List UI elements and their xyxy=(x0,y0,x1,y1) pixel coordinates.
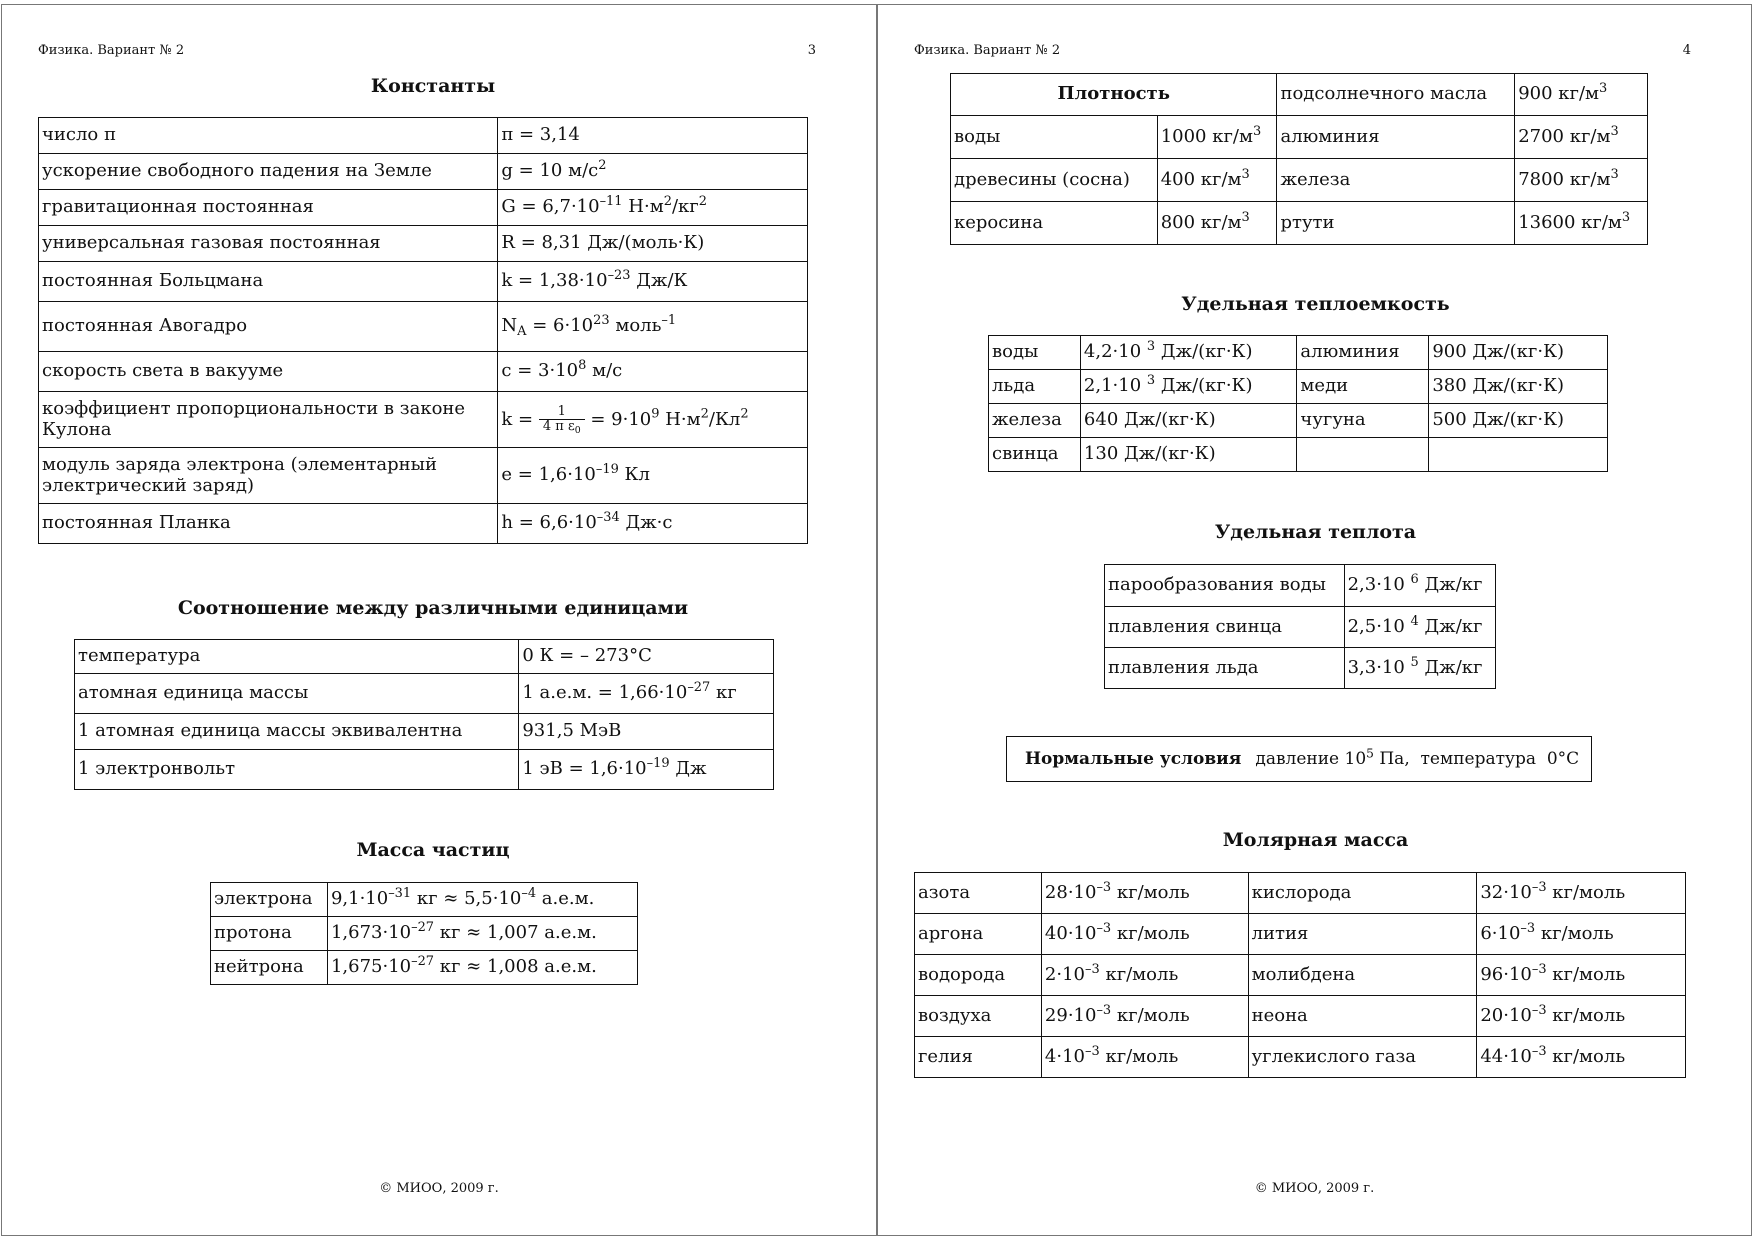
particles-title: Масса частиц xyxy=(356,839,510,861)
constants-title: Константы xyxy=(370,75,496,97)
row-label: нейтрона xyxy=(211,951,328,985)
table-row xyxy=(75,674,774,714)
row-value: $h = 6,6\cdot 10^{-34}$ Дж·с xyxy=(498,504,808,544)
row-value: k = $\frac{1}{4 \pi \varepsilon_0}$ = $9\cdot 10^9$ $Н\cdot м^2/Кл^2$ xyxy=(498,392,808,448)
substance-name: воды xyxy=(951,116,1158,159)
row-label: постоянная Больцмана xyxy=(39,262,498,302)
row-value: 1 эВ = $1,6\cdot 10^{-19}$ Дж xyxy=(519,750,774,790)
substance-value: $20\cdot 10^{-3}$ кг/моль xyxy=(1477,996,1686,1037)
particles-table xyxy=(210,882,638,985)
row-label: плавления свинца xyxy=(1105,607,1345,648)
row-label: постоянная Авогадро xyxy=(39,302,498,352)
row-value: $9,1\cdot 10^{-31}$ кг ≈ $5,5\cdot 10^{-4}$ а.е.м. xyxy=(327,883,637,917)
substance-value: 130 Дж/(кг·К) xyxy=(1080,438,1297,472)
table-row xyxy=(39,352,808,392)
constants-table xyxy=(38,117,808,544)
table-row xyxy=(39,190,808,226)
row-value: 1 а.е.м. = $1,66\cdot 10^{-27}$ кг xyxy=(519,674,774,714)
row-label: число π xyxy=(39,118,498,154)
substance-value: 900 Дж/(кг·К) xyxy=(1429,336,1608,370)
row-value: $N_A = 6\cdot 10^{23}$ моль$^{-1}$ xyxy=(498,302,808,352)
substance-value: 640 Дж/(кг·К) xyxy=(1080,404,1297,438)
page-number: 3 xyxy=(807,43,816,58)
normal-conditions-box xyxy=(1006,736,1592,782)
normal-conditions-label: Нормальные условия xyxy=(1025,749,1242,769)
table-row xyxy=(915,996,1686,1037)
row-label: гравитационная постоянная xyxy=(39,190,498,226)
substance-name: молибдена xyxy=(1248,955,1477,996)
substance-name: льда xyxy=(989,370,1081,404)
substance-name: керосина xyxy=(951,202,1158,245)
right-page xyxy=(877,4,1752,1236)
table-row xyxy=(39,226,808,262)
row-label: протона xyxy=(211,917,328,951)
table-row xyxy=(75,640,774,674)
row-value: π = 3,14 xyxy=(498,118,808,154)
page-header xyxy=(914,43,1691,58)
substance-name: ртути xyxy=(1277,202,1515,245)
substance-value: $6\cdot 10^{-3}$ кг/моль xyxy=(1477,914,1686,955)
page-footer: © МИОО, 2009 г. xyxy=(1254,1181,1375,1196)
density-title: Плотность xyxy=(951,74,1277,116)
substance-name: алюминия xyxy=(1277,116,1515,159)
table-row xyxy=(915,914,1686,955)
row-value: $c = 3\cdot 10^8$ м/с xyxy=(498,352,808,392)
substance-value xyxy=(1429,438,1608,472)
substance-value: 900 $кг/м^3$ xyxy=(1515,74,1648,116)
heat-capacity-table xyxy=(988,335,1608,472)
normal-conditions-text: давление $10^5$ Па, температура 0°С xyxy=(1255,746,1580,769)
substance-name: углекислого газа xyxy=(1248,1037,1477,1078)
substance-value: 400 $кг/м^3$ xyxy=(1157,159,1277,202)
substance-value: 13600 $кг/м^3$ xyxy=(1515,202,1648,245)
substance-name: алюминия xyxy=(1297,336,1429,370)
specific-heat-table xyxy=(1104,564,1496,689)
table-row xyxy=(1105,607,1496,648)
row-label: модуль заряда электрона (элементарный электрический заряд) xyxy=(39,448,498,504)
substance-name: свинца xyxy=(989,438,1081,472)
table-row xyxy=(39,392,808,448)
substance-name: кислорода xyxy=(1248,873,1477,914)
heat-capacity-title: Удельная теплоемкость xyxy=(1181,293,1450,315)
row-label: температура xyxy=(75,640,519,674)
row-label: 1 электронвольт xyxy=(75,750,519,790)
density-table xyxy=(950,73,1648,245)
substance-name: лития xyxy=(1248,914,1477,955)
row-value: 2,5·10 $^4$ Дж/кг xyxy=(1344,607,1495,648)
substance-name: подсолнечного масла xyxy=(1277,74,1515,116)
substance-value: 7800 $кг/м^3$ xyxy=(1515,159,1648,202)
substance-name xyxy=(1297,438,1429,472)
substance-name: аргона xyxy=(915,914,1042,955)
row-label: коэффициент пропорциональности в законе Кулона xyxy=(39,392,498,448)
row-value: R = 8,31 Дж/(моль·К) xyxy=(498,226,808,262)
row-value: $G = 6,7\cdot 10^{-11}$ $Н\cdot м^2/кг^2$ xyxy=(498,190,808,226)
units-table xyxy=(74,639,774,790)
substance-value: 800 $кг/м^3$ xyxy=(1157,202,1277,245)
row-value: g = 10 $м/с^2$ xyxy=(498,154,808,190)
row-label: плавления льда xyxy=(1105,648,1345,689)
table-row xyxy=(951,116,1648,159)
table-row xyxy=(915,1037,1686,1078)
specific-heat-title: Удельная теплота xyxy=(1214,521,1417,543)
table-row xyxy=(989,336,1608,370)
substance-value: 500 Дж/(кг·К) xyxy=(1429,404,1608,438)
substance-value: $29\cdot 10^{-3}$ кг/моль xyxy=(1041,996,1248,1037)
header-title: Физика. Вариант № 2 xyxy=(38,43,185,58)
substance-value: $40\cdot 10^{-3}$ кг/моль xyxy=(1041,914,1248,955)
table-row xyxy=(75,750,774,790)
substance-name: воды xyxy=(989,336,1081,370)
page-footer: © МИОО, 2009 г. xyxy=(379,1181,499,1196)
table-row xyxy=(211,917,638,951)
page-header xyxy=(38,43,816,58)
table-row xyxy=(39,262,808,302)
table-row xyxy=(1105,565,1496,607)
table-row xyxy=(39,448,808,504)
row-value: $1,675\cdot 10^{-27}$ кг ≈ 1,008 а.е.м. xyxy=(327,951,637,985)
substance-value: $2\cdot 10^{-3}$ кг/моль xyxy=(1041,955,1248,996)
substance-value: 1000 $кг/м^3$ xyxy=(1157,116,1277,159)
row-label: 1 атомная единица массы эквивалентна xyxy=(75,714,519,750)
row-value: $e = 1,6\cdot 10^{-19}$ Кл xyxy=(498,448,808,504)
row-label: универсальная газовая постоянная xyxy=(39,226,498,262)
table-row xyxy=(39,118,808,154)
row-label: ускорение свободного падения на Земле xyxy=(39,154,498,190)
row-label: постоянная Планка xyxy=(39,504,498,544)
substance-value: $44\cdot 10^{-3}$ кг/моль xyxy=(1477,1037,1686,1078)
table-row xyxy=(211,883,638,917)
substance-name: меди xyxy=(1297,370,1429,404)
row-value: 3,3·10 $^5$ Дж/кг xyxy=(1344,648,1495,689)
substance-value: $96\cdot 10^{-3}$ кг/моль xyxy=(1477,955,1686,996)
substance-name: железа xyxy=(989,404,1081,438)
table-row xyxy=(211,951,638,985)
substance-value: 380 Дж/(кг·К) xyxy=(1429,370,1608,404)
row-label: электрона xyxy=(211,883,328,917)
table-row xyxy=(39,504,808,544)
substance-value: 4,2·10 $^3$ Дж/(кг·К) xyxy=(1080,336,1297,370)
row-label: парообразования воды xyxy=(1105,565,1345,607)
left-page xyxy=(1,4,877,1236)
table-row xyxy=(1105,648,1496,689)
substance-name: неона xyxy=(1248,996,1477,1037)
row-label: скорость света в вакууме xyxy=(39,352,498,392)
page-number: 4 xyxy=(1682,43,1691,58)
substance-name: чугуна xyxy=(1297,404,1429,438)
substance-name: азота xyxy=(915,873,1042,914)
table-row xyxy=(915,873,1686,914)
row-value: $1,673\cdot 10^{-27}$ кг ≈ 1,007 а.е.м. xyxy=(327,917,637,951)
substance-value: 2,1·10 $^3$ Дж/(кг·К) xyxy=(1080,370,1297,404)
table-row xyxy=(75,714,774,750)
molar-mass-title: Молярная масса xyxy=(1222,829,1409,851)
header-title: Физика. Вариант № 2 xyxy=(914,43,1061,58)
substance-name: древесины (сосна) xyxy=(951,159,1158,202)
substance-name: железа xyxy=(1277,159,1515,202)
substance-name: воздуха xyxy=(915,996,1042,1037)
substance-value: $32\cdot 10^{-3}$ кг/моль xyxy=(1477,873,1686,914)
table-row xyxy=(989,370,1608,404)
row-value: 0 К = – 273°С xyxy=(519,640,774,674)
substance-name: гелия xyxy=(915,1037,1042,1078)
table-row xyxy=(39,154,808,190)
substance-value: $28\cdot 10^{-3}$ кг/моль xyxy=(1041,873,1248,914)
substance-value: 2700 $кг/м^3$ xyxy=(1515,116,1648,159)
table-row xyxy=(915,955,1686,996)
table-row xyxy=(951,74,1648,116)
table-row xyxy=(951,202,1648,245)
row-label: атомная единица массы xyxy=(75,674,519,714)
units-title: Соотношение между различными единицами xyxy=(177,597,689,619)
row-value: 2,3·10 $^6$ Дж/кг xyxy=(1344,565,1495,607)
table-row xyxy=(951,159,1648,202)
substance-name: водорода xyxy=(915,955,1042,996)
molar-mass-table xyxy=(914,872,1686,1078)
row-value: $k = 1,38\cdot 10^{-23}$ Дж/К xyxy=(498,262,808,302)
substance-value: $4\cdot 10^{-3}$ кг/моль xyxy=(1041,1037,1248,1078)
table-row xyxy=(989,404,1608,438)
row-value: 931,5 МэВ xyxy=(519,714,774,750)
table-row xyxy=(989,438,1608,472)
table-row xyxy=(39,302,808,352)
